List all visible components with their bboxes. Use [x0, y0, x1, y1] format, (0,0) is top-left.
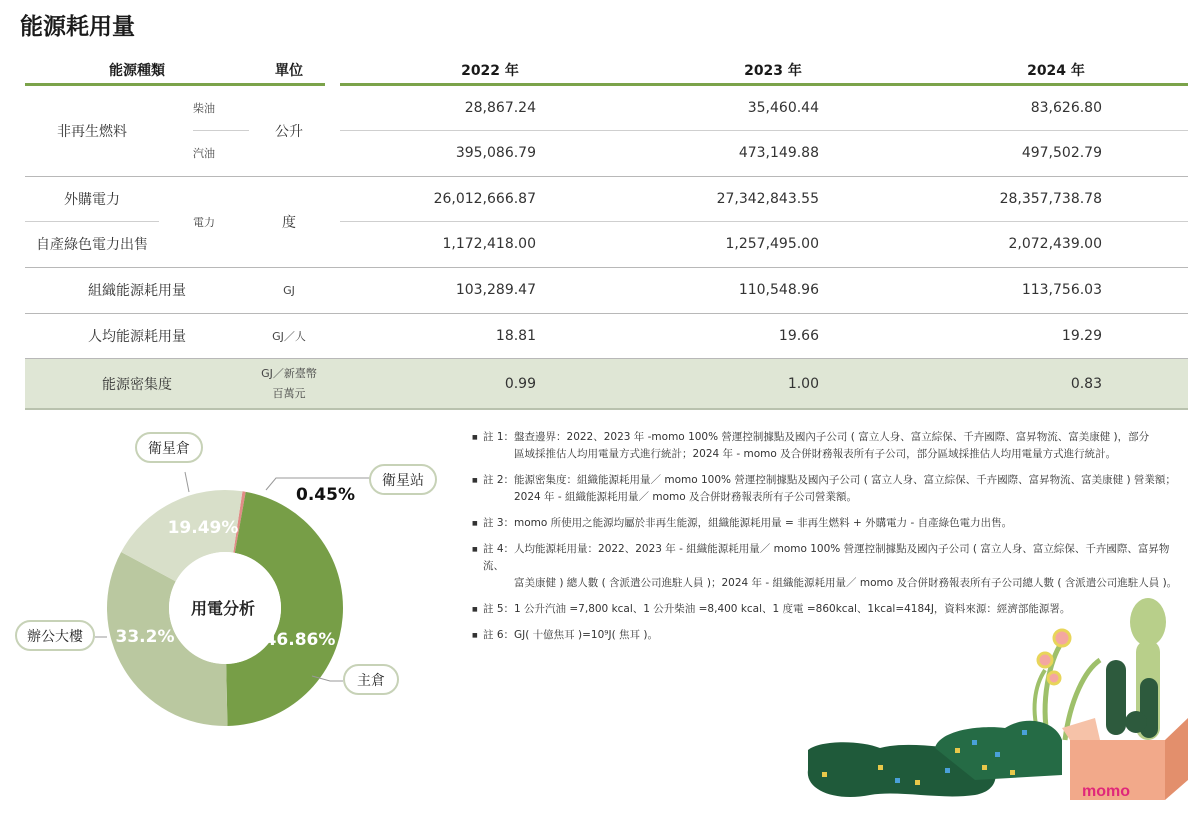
energy-table	[25, 52, 1188, 410]
slice-label-office: 33.2%	[115, 627, 175, 647]
note-4	[472, 541, 1186, 592]
header-unit: 單位	[275, 63, 303, 79]
plant-leaf-icon	[1125, 711, 1147, 733]
note-4-line2: 富美康健 ) 總人數 ( 含派遣公司進駐人員 )；2024 年 - 組織能源耗用量／ momo 及合併財務報表所有子公司總人數 ( 含派遣公司進駐人員 )。	[514, 577, 1178, 589]
per-capita-label: 人均能源耗用量	[88, 328, 186, 345]
non-renewable-unit: 公升	[275, 124, 303, 140]
callout-satellite-warehouse: 衛星倉	[135, 432, 203, 463]
density-label: 能源密集度	[102, 377, 172, 393]
callout-office: 辦公大樓	[15, 620, 95, 651]
header-2022: 2022 年	[461, 63, 519, 79]
org-total-2023: 110,548.96	[738, 282, 819, 298]
slice-label-satellite-station: 0.45%	[296, 485, 355, 505]
per-capita-2022: 18.81	[495, 327, 536, 344]
header-2024: 2024 年	[1027, 63, 1085, 79]
org-total-label: 組織能源耗用量	[88, 283, 186, 299]
non-renewable-label: 非再生燃料	[57, 124, 127, 140]
flower-icon	[1048, 672, 1060, 684]
purchased-2024: 28,357,738.78	[999, 190, 1102, 207]
purchased-power-label: 外購電力	[64, 191, 120, 208]
note-2-line1: 註 2：能源密集度：組織能源耗用量／ momo 100% 營運控制據點及國內子公司 ( 富立人身、富立綜保、千卉國際、富昇物流、富美康健 ) 營業額；	[483, 474, 1176, 486]
header-energy-type: 能源種類	[109, 63, 165, 79]
page-title: 能源耗用量	[20, 14, 135, 40]
gasoline-label: 汽油	[193, 147, 215, 160]
slice-label-main-warehouse: 46.86%	[264, 630, 336, 650]
donut-center-label: 用電分析	[190, 599, 256, 618]
purchased-2022: 26,012,666.87	[433, 190, 536, 207]
box-side-icon	[1165, 718, 1188, 800]
header-2023: 2023 年	[744, 63, 802, 79]
diesel-2023: 35,460.44	[747, 100, 819, 116]
slice-label-satellite-warehouse: 19.49%	[167, 518, 239, 538]
electricity-unit: 度	[282, 214, 296, 231]
callout-satellite-station: 衛星站	[369, 464, 437, 495]
diesel-2022: 28,867.24	[464, 100, 536, 116]
note-4-line1: 註 4：人均能源耗用量：2022、2023 年 - 組織能源耗用量／ momo 100% 營運控制據點及國內子公司 ( 富立人身、富立綜保、千卉國際、富昇物流、	[483, 543, 1170, 572]
density-unit-line1: GJ／新臺幣	[261, 367, 317, 380]
plants-box-illustration	[800, 590, 1192, 810]
density-2022: 0.99	[504, 376, 536, 392]
green-sold-2023: 1,257,495.00	[725, 236, 819, 252]
note-3	[472, 515, 1186, 532]
electricity-label: 電力	[193, 215, 215, 229]
org-total-2024: 113,756.03	[1021, 282, 1102, 298]
green-power-sold-label: 自產綠色電力出售	[36, 237, 148, 253]
callout-main-warehouse: 主倉	[343, 664, 399, 695]
diesel-2024: 83,626.80	[1030, 100, 1102, 116]
gasoline-2024: 497,502.79	[1021, 145, 1102, 161]
gasoline-2023: 473,149.88	[738, 145, 819, 161]
diesel-label: 柴油	[193, 102, 215, 115]
gasoline-2022: 395,086.79	[455, 145, 536, 161]
green-sold-2024: 2,072,439.00	[1008, 236, 1102, 252]
per-capita-unit: GJ／人	[272, 329, 306, 343]
flower-icon	[1054, 630, 1070, 646]
leader-line	[185, 472, 189, 492]
per-capita-2023: 19.66	[778, 327, 819, 344]
green-sold-2022: 1,172,418.00	[442, 236, 536, 252]
note-1-line2: 區域採推估人均用電量方式進行統計；2024 年 - momo 及合併財務報表所有子公司，部分區域採推估人均用電量方式進行統計。	[514, 448, 1117, 460]
momo-logo: momo	[1082, 783, 1130, 800]
per-capita-2024: 19.29	[1061, 327, 1102, 344]
note-2	[472, 472, 1186, 506]
density-2024: 0.83	[1070, 376, 1102, 392]
flower-icon	[1038, 653, 1052, 667]
purchased-2023: 27,342,843.55	[716, 190, 819, 207]
density-unit-line2: 百萬元	[272, 387, 306, 400]
note-5-line1: 註 5：1 公升汽油 =7,800 kcal、1 公升柴油 =8,400 kcal、1 度電 =860kcal、1kcal=4184J，資料來源：經濟部能源署。	[483, 603, 1071, 615]
note-2-line2: 2024 年 - 組織能源耗用量／ momo 及合併財務報表所有子公司營業額。	[514, 491, 858, 503]
cactus-icon	[1106, 660, 1126, 735]
org-total-2022: 103,289.47	[455, 282, 536, 298]
density-2023: 1.00	[787, 376, 819, 392]
org-total-unit: GJ	[283, 283, 295, 297]
cactus-icon	[1130, 598, 1166, 646]
note-6-line1: 註 6：GJ( 十億焦耳 )=10⁹J( 焦耳 )。	[483, 629, 658, 641]
note-1	[472, 429, 1186, 463]
note-3-line1: 註 3：momo 所使用之能源均屬於非再生能源，組織能源耗用量 = 非再生燃料 + 外購電力 - 自產綠色電力出售。	[483, 517, 1013, 529]
note-1-line1: 註 1：盤查邊界：2022、2023 年 -momo 100% 營運控制據點及國內子公司 ( 富立人身、富立綜保、千卉國際、富昇物流、富美康健 )，部分	[483, 431, 1150, 443]
